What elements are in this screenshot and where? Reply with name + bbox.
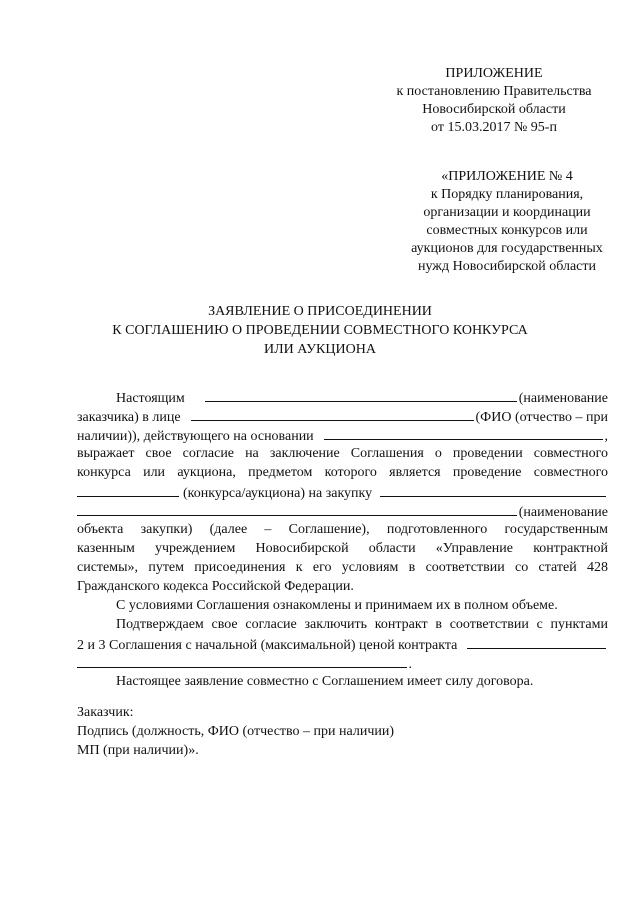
body-line <box>77 425 608 444</box>
body-text: , <box>604 429 608 444</box>
body-text: (наименование <box>518 505 608 520</box>
procurement-type-blank[interactable] <box>77 482 179 497</box>
annex-title: ПРИЛОЖЕНИЕ <box>445 66 543 81</box>
body-text: . <box>408 657 412 672</box>
body-text: (ФИО (отчество – при <box>475 410 608 425</box>
annex-line: к постановлению Правительства <box>396 84 592 99</box>
procurement-object-blank[interactable] <box>77 501 517 516</box>
body-line: системы», путем присоединения к его условиям в соответствии со статей 428 <box>77 560 608 575</box>
authority-basis-blank[interactable] <box>324 425 603 440</box>
annex4-line: организации и координации <box>423 205 591 220</box>
title-line: К СОГЛАШЕНИЮ О ПРОВЕДЕНИИ СОВМЕСТНОГО КОНКУРСА <box>112 323 528 338</box>
annex-date-number: от 15.03.2017 № 95-п <box>431 120 557 135</box>
procurement-subject-blank[interactable] <box>380 482 606 497</box>
body-line <box>116 387 608 406</box>
stamp-line: МП (при наличии)». <box>77 743 199 758</box>
body-line <box>77 634 608 653</box>
body-line <box>77 501 608 520</box>
body-text: Настоящим <box>116 391 185 406</box>
body-line: С условиями Соглашения ознакомлены и принимаем их в полном объеме. <box>116 598 558 613</box>
title-line: ИЛИ АУКЦИОНА <box>264 342 376 357</box>
body-text: наличии)), действующего на основании <box>77 429 314 444</box>
annex4-line: нужд Новосибирской области <box>418 259 596 274</box>
annex4-line: совместных конкурсов или <box>426 223 588 238</box>
body-line: объекта закупки) (далее – Соглашение), подготовленного государственным <box>77 522 608 537</box>
body-text: заказчика) в лице <box>77 410 181 425</box>
body-line: Гражданского кодекса Российской Федерации. <box>77 579 354 594</box>
representative-name-blank[interactable] <box>191 406 474 421</box>
customer-label: Заказчик: <box>77 705 134 720</box>
contract-price-blank[interactable] <box>467 634 606 649</box>
annex-line: Новосибирской области <box>422 102 566 117</box>
contract-price-words-blank[interactable] <box>77 653 407 668</box>
signature-line: Подпись (должность, ФИО (отчество – при наличии) <box>77 724 395 739</box>
body-line <box>77 482 608 501</box>
body-line <box>77 653 412 672</box>
body-text: (наименование <box>518 391 608 406</box>
body-text: 2 и 3 Соглашения с начальной (максимальной) ценой контракта <box>77 638 458 653</box>
annex4-line: к Порядку планирования, <box>430 187 584 202</box>
body-line <box>77 406 608 425</box>
body-line: Подтверждаем свое согласие заключить контракт в соответствии с пунктами <box>116 617 608 632</box>
body-line: казенным учреждением Новосибирской области «Управление контрактной <box>77 541 608 556</box>
body-line: Настоящее заявление совместно с Соглашением имеет силу договора. <box>116 674 534 689</box>
body-line: выражает свое согласие на заключение Соглашения о проведении совместного <box>77 446 608 461</box>
customer-name-blank[interactable] <box>205 387 517 402</box>
annex4-line: аукционов для государственных <box>411 241 603 256</box>
annex4-title: «ПРИЛОЖЕНИЕ № 4 <box>441 169 573 184</box>
document-title <box>0 302 640 359</box>
body-line: конкурса или аукциона, предметом которого является проведение совместного <box>77 465 608 480</box>
body-text: (конкурса/аукциона) на закупку <box>183 486 373 501</box>
title-line: ЗАЯВЛЕНИЕ О ПРИСОЕДИНЕНИИ <box>208 304 432 319</box>
